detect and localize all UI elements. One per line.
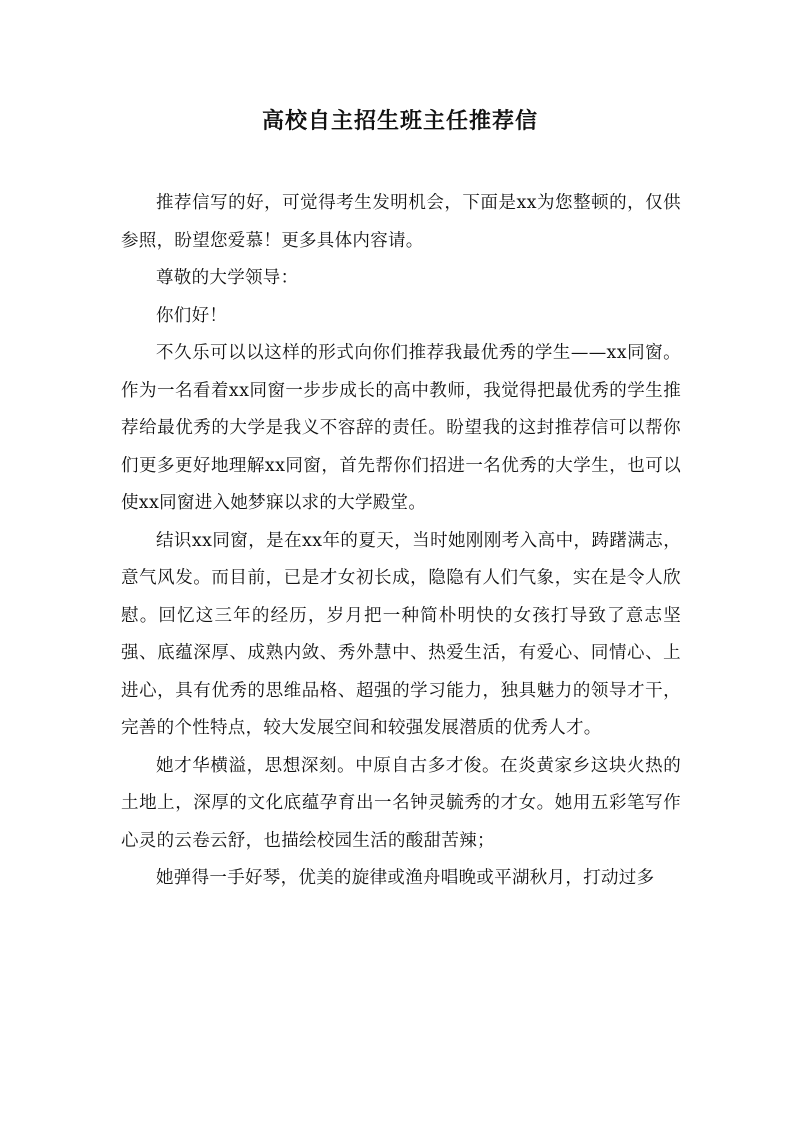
paragraph-salutation: 尊敬的大学领导： <box>156 268 299 288</box>
paragraph-talent: 她才华横溢，思想深刻。中原自古多才俊。在炎黄家乡这块火热的土地上，深厚的文化底蕴孕育出一名钟灵毓秀的才女。她用五彩笔写作心灵的云卷云舒，也描绘校园生活的酸甜苦辣； <box>121 755 681 851</box>
paragraph-acquaintance: 结识xx同窗，是在xx年的夏天，当时她刚刚考入高中，踌躇满志，意气风发。而目前，已是才女初长成，隐隐有人们气象，实在是令人欣慰。回忆这三年的经历，岁月把一种简朴明快的女孩打导致了意志坚强、底蕴深厚、成熟内敛、秀外慧中、热爱生活，有爱心、同情心、上进心，具有优秀的思维品格、超强的学习能力，独具魅力的领导才干，完善的个性特点，较大发展空间和较强发展潜质的优秀人才。 <box>121 530 681 738</box>
document-body <box>121 185 681 898</box>
paragraph-greeting: 你们好！ <box>156 305 228 326</box>
paragraph-intro: 推荐信写的好，可觉得考生发明机会，下面是xx为您整顿的，仅供参照，盼望您爱慕！更多具体内容请。 <box>121 193 681 251</box>
paragraph-music: 她弹得一手好琴，优美的旋律或渔舟唱晚或平湖秋月，打动过多 <box>156 868 655 888</box>
document-title: 高校自主招生班主任推荐信 <box>261 108 538 134</box>
paragraph-recommendation: 不久乐可以以这样的形式向你们推荐我最优秀的学生——xx同窗。作为一名看着xx同窗一步步成长的高中教师，我觉得把最优秀的学生推荐给最优秀的大学是我义不容辞的责任。盼望我的这封推荐信可以帮你们更多更好地理解xx同窗，首先帮你们招进一名优秀的大学生，也可以使xx同窗进入她梦寐以求的大学殿堂。 <box>121 343 681 513</box>
